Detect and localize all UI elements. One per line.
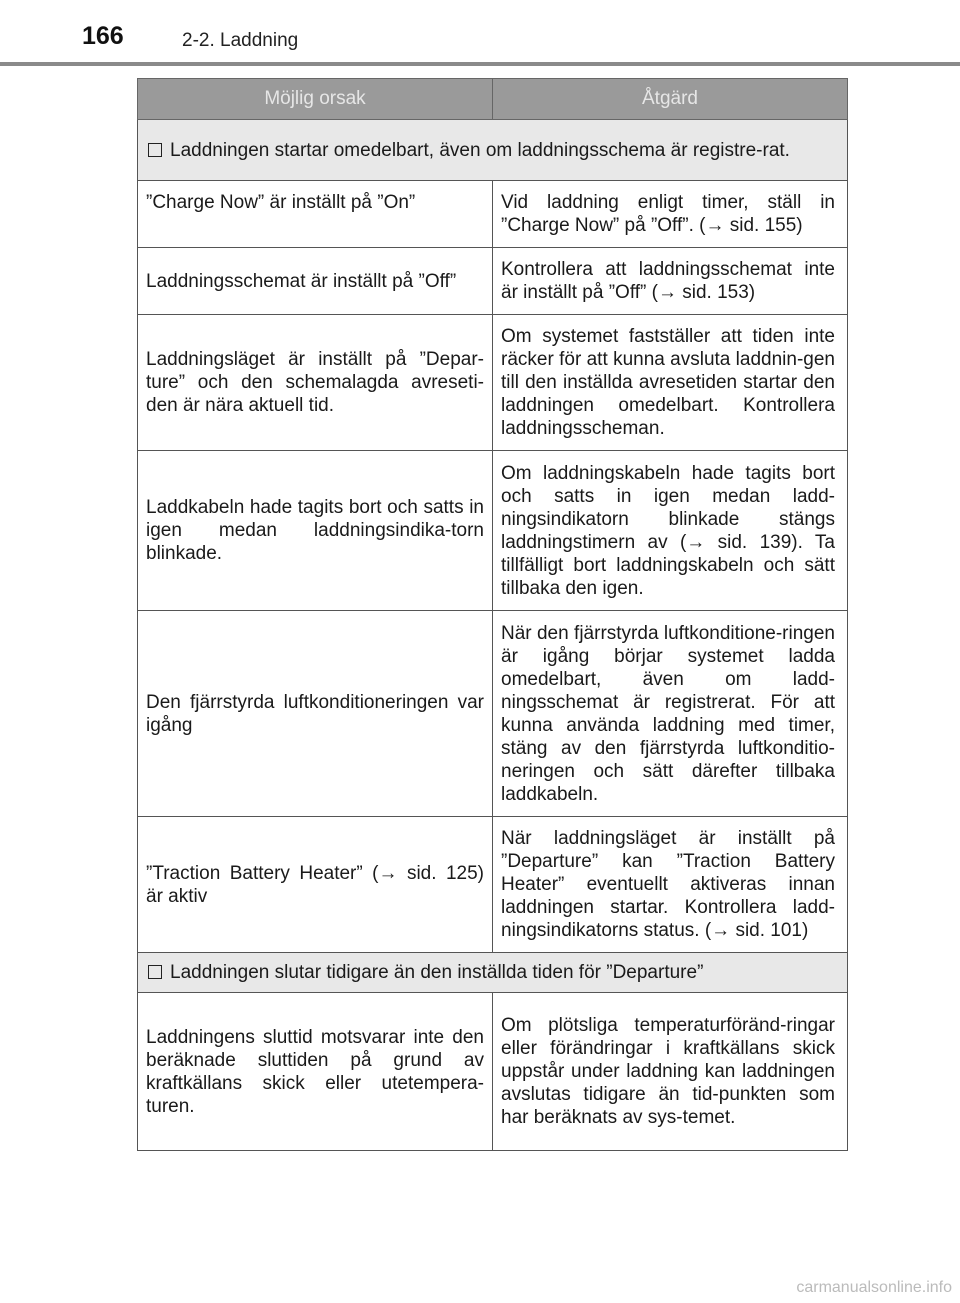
cause-cell: Laddningsläget är inställt på ”Depar-ture” och den schemalagda avreseti-den är nära aktuell tid. (138, 315, 493, 451)
column-header-action: Åtgärd (493, 79, 848, 120)
section-heading (138, 120, 848, 181)
section-heading (138, 953, 848, 993)
cause-cell: Laddkabeln hade tagits bort och satts in igen medan laddningsindika-torn blinkade. (138, 451, 493, 611)
action-cell: När den fjärrstyrda luftkonditione-ringen är igång börjar systemet ladda omedelbart, även om ladd-ningsschemat är registrerat. För att kunna använda laddning med timer, stäng av den fjärrstyrda luftkonditio-neringen och sätt därefter tillbaka laddkabeln. (493, 611, 848, 817)
cause-cell: ”Traction Battery Heater” (→ sid. 125) är aktiv (138, 817, 493, 953)
action-cell: När laddningsläget är inställt på ”Departure” kan ”Traction Battery Heater” eventuellt aktiveras innan laddningen startar. Kontrollera ladd-ningsindikatorns status. (→ sid. 101) (493, 817, 848, 953)
page-number: 166 (82, 22, 124, 50)
cause-cell: ”Charge Now” är inställt på ”On” (138, 181, 493, 248)
action-cell: Om plötsliga temperaturföränd-ringar eller förändringar i kraftkällans skick uppstår under laddning kan laddningen avslutas tidigare än tid-punkten som har beräknats av sys-temet. (493, 993, 848, 1151)
troubleshooting-table (137, 78, 848, 1151)
table-header-row (138, 79, 848, 120)
table-row (138, 315, 848, 451)
cause-cell: Laddningens sluttid motsvarar inte den beräknade sluttiden på grund av kraftkällans skick eller utetempera-turen. (138, 993, 493, 1151)
cause-cell: Laddningsschemat är inställt på ”Off” (138, 248, 493, 315)
table-row (138, 248, 848, 315)
table-row (138, 451, 848, 611)
checkbox-icon (148, 965, 162, 979)
table-row (138, 181, 848, 248)
action-cell: Om systemet fastställer att tiden inte räcker för att kunna avsluta laddnin-gen till den inställda avresetiden startar den laddningen omedelbart. Kontrollera laddningsscheman. (493, 315, 848, 451)
section-title-text: Laddningen slutar tidigare än den inställda tiden för ”Departure” (170, 962, 704, 983)
section-row (138, 953, 848, 993)
table-row (138, 817, 848, 953)
watermark: carmanualsonline.info (796, 1279, 952, 1296)
checkbox-icon (148, 143, 162, 157)
column-header-cause: Möjlig orsak (138, 79, 493, 120)
section-row (138, 120, 848, 181)
table-row (138, 611, 848, 817)
header-rule (0, 62, 960, 66)
section-title-text: Laddningen startar omedelbart, även om laddningsschema är registre-rat. (170, 139, 790, 161)
action-cell: Vid laddning enligt timer, ställ in ”Charge Now” på ”Off”. (→ sid. 155) (493, 181, 848, 248)
table-row (138, 993, 848, 1151)
cause-cell: Den fjärrstyrda luftkonditioneringen var igång (138, 611, 493, 817)
action-cell: Om laddningskabeln hade tagits bort och satts in igen medan ladd-ningsindikatorn blinkade stängs laddningstimern av (→ sid. 139). Ta tillfälligt bort laddningskabeln och sätt tillbaka den igen. (493, 451, 848, 611)
action-cell: Kontrollera att laddningsschemat inte är inställt på ”Off” (→ sid. 153) (493, 248, 848, 315)
section-title: 2-2. Laddning (182, 30, 299, 51)
